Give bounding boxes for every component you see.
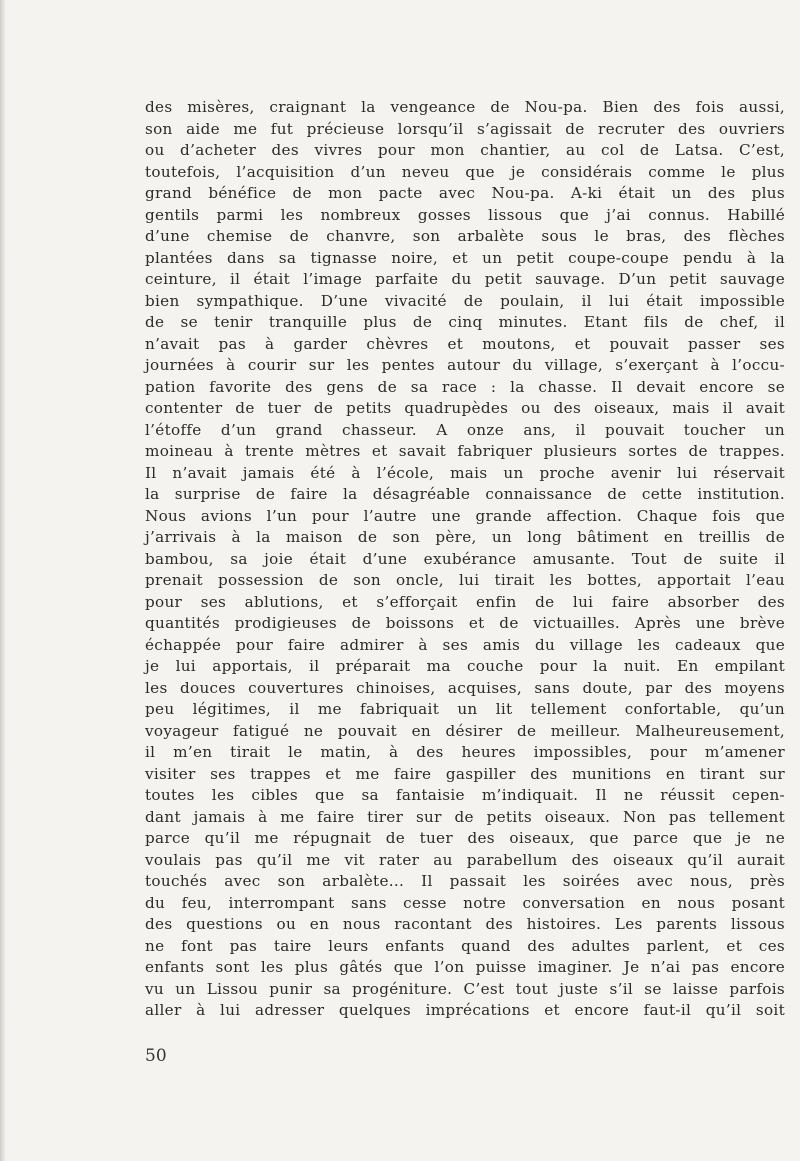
page-edge-shadow xyxy=(0,0,6,1161)
text-line: peu légitimes, il me fabriquait un lit tellement confortable, qu’un xyxy=(145,700,785,718)
text-line: gentils parmi les nombreux gosses lissous que j’ai connus. Habillé xyxy=(145,205,785,224)
text-line: la surprise de faire la désagréable connaissance de cette institution. xyxy=(145,485,785,503)
text-line: moineau à trente mètres et savait fabriquer plusieurs sortes de trappes. xyxy=(145,442,785,460)
text-line: parce qu’il me répugnait de tuer des oiseaux, que parce que je ne xyxy=(145,829,785,847)
text-line: il m’en tirait le matin, à des heures impossibles, pour m’amener xyxy=(145,743,785,761)
text-line: pation favorite des gens de sa race : la chasse. Il devait encore se xyxy=(145,377,785,396)
text-line: grand bénéfice de mon pacte avec Nou-pa. A-ki était un des plus xyxy=(145,184,785,202)
text-line: du feu, interrompant sans cesse notre conversation en nous posant xyxy=(145,893,785,912)
text-line: prenait possession de son oncle, lui tirait les bottes, apportait l’eau xyxy=(145,571,785,589)
text-line: touchés avec son arbalète... Il passait les soirées avec nous, près xyxy=(145,872,785,890)
text-line: plantées dans sa tignasse noire, et un petit coupe-coupe pendu à la xyxy=(145,248,785,267)
text-line: j’arrivais à la maison de son père, un long bâtiment en treillis de xyxy=(145,528,785,546)
text-line: l’étoffe d’un grand chasseur. A onze ans, il pouvait toucher un xyxy=(145,420,785,439)
text-line: dant jamais à me faire tirer sur de petits oiseaux. Non pas tellement xyxy=(145,807,785,826)
text-line: toutes les cibles que sa fantaisie m’indiquait. Il ne réussit cepen- xyxy=(145,786,785,804)
text-line: bien sympathique. D’une vivacité de poulain, il lui était impossible xyxy=(145,291,785,310)
page-number: 50 xyxy=(145,1046,167,1066)
text-line: bambou, sa joie était d’une exubérance amusante. Tout de suite il xyxy=(145,549,785,568)
text-line: Nous avions l’un pour l’autre une grande affection. Chaque fois que xyxy=(145,506,785,525)
text-line: Il n’avait jamais été à l’école, mais un proche avenir lui réservait xyxy=(145,463,785,482)
text-line: toutefois, l’acquisition d’un neveu que je considérais comme le plus xyxy=(145,162,785,181)
text-line: journées à courir sur les pentes autour du village, s’exerçant à l’occu- xyxy=(145,356,785,374)
text-line: n’avait pas à garder chèvres et moutons, et pouvait passer ses xyxy=(145,334,785,353)
text-line: contenter de tuer de petits quadrupèdes ou des oiseaux, mais il avait xyxy=(145,399,785,417)
text-line: aller à lui adresser quelques imprécations et encore faut-il qu’il soit xyxy=(145,1001,785,1019)
text-line: de se tenir tranquille plus de cinq minutes. Etant fils de chef, il xyxy=(145,313,785,331)
text-line: quantités prodigieuses de boissons et de victuailles. Après une brève xyxy=(145,614,785,632)
text-line: voyageur fatigué ne pouvait en désirer de meilleur. Malheureusement, xyxy=(145,721,785,740)
text-line: ceinture, il était l’image parfaite du petit sauvage. D’un petit sauvage xyxy=(145,270,785,288)
body-text xyxy=(145,97,785,1022)
text-line: pour ses ablutions, et s’efforçait enfin de lui faire absorber des xyxy=(145,592,785,611)
text-line: les douces couvertures chinoises, acquises, sans doute, par des moyens xyxy=(145,678,785,697)
text-line: voulais pas qu’il me vit rater au parabellum des oiseaux qu’il aurait xyxy=(145,850,785,869)
text-line: ne font pas taire leurs enfants quand des adultes parlent, et ces xyxy=(145,936,785,955)
text-line: d’une chemise de chanvre, son arbalète sous le bras, des flèches xyxy=(145,227,785,245)
text-line: enfants sont les plus gâtés que l’on puisse imaginer. Je n’ai pas encore xyxy=(145,958,785,976)
text-line: des questions ou en nous racontant des histoires. Les parents lissous xyxy=(145,915,785,933)
text-line: vu un Lissou punir sa progéniture. C’est tout juste s’il se laisse parfois xyxy=(145,979,785,998)
text-line: échappée pour faire admirer à ses amis du village les cadeaux que xyxy=(145,635,785,654)
text-line: ou d’acheter des vivres pour mon chantier, au col de Latsa. C’est, xyxy=(145,141,785,159)
text-line: des misères, craignant la vengeance de Nou-pa. Bien des fois aussi, xyxy=(145,98,785,116)
text-line: je lui apportais, il préparait ma couche pour la nuit. En empilant xyxy=(145,657,785,675)
text-line: son aide me fut précieuse lorsqu’il s’agissait de recruter des ouvriers xyxy=(145,119,785,138)
text-line: visiter ses trappes et me faire gaspiller des munitions en tirant sur xyxy=(145,764,785,783)
